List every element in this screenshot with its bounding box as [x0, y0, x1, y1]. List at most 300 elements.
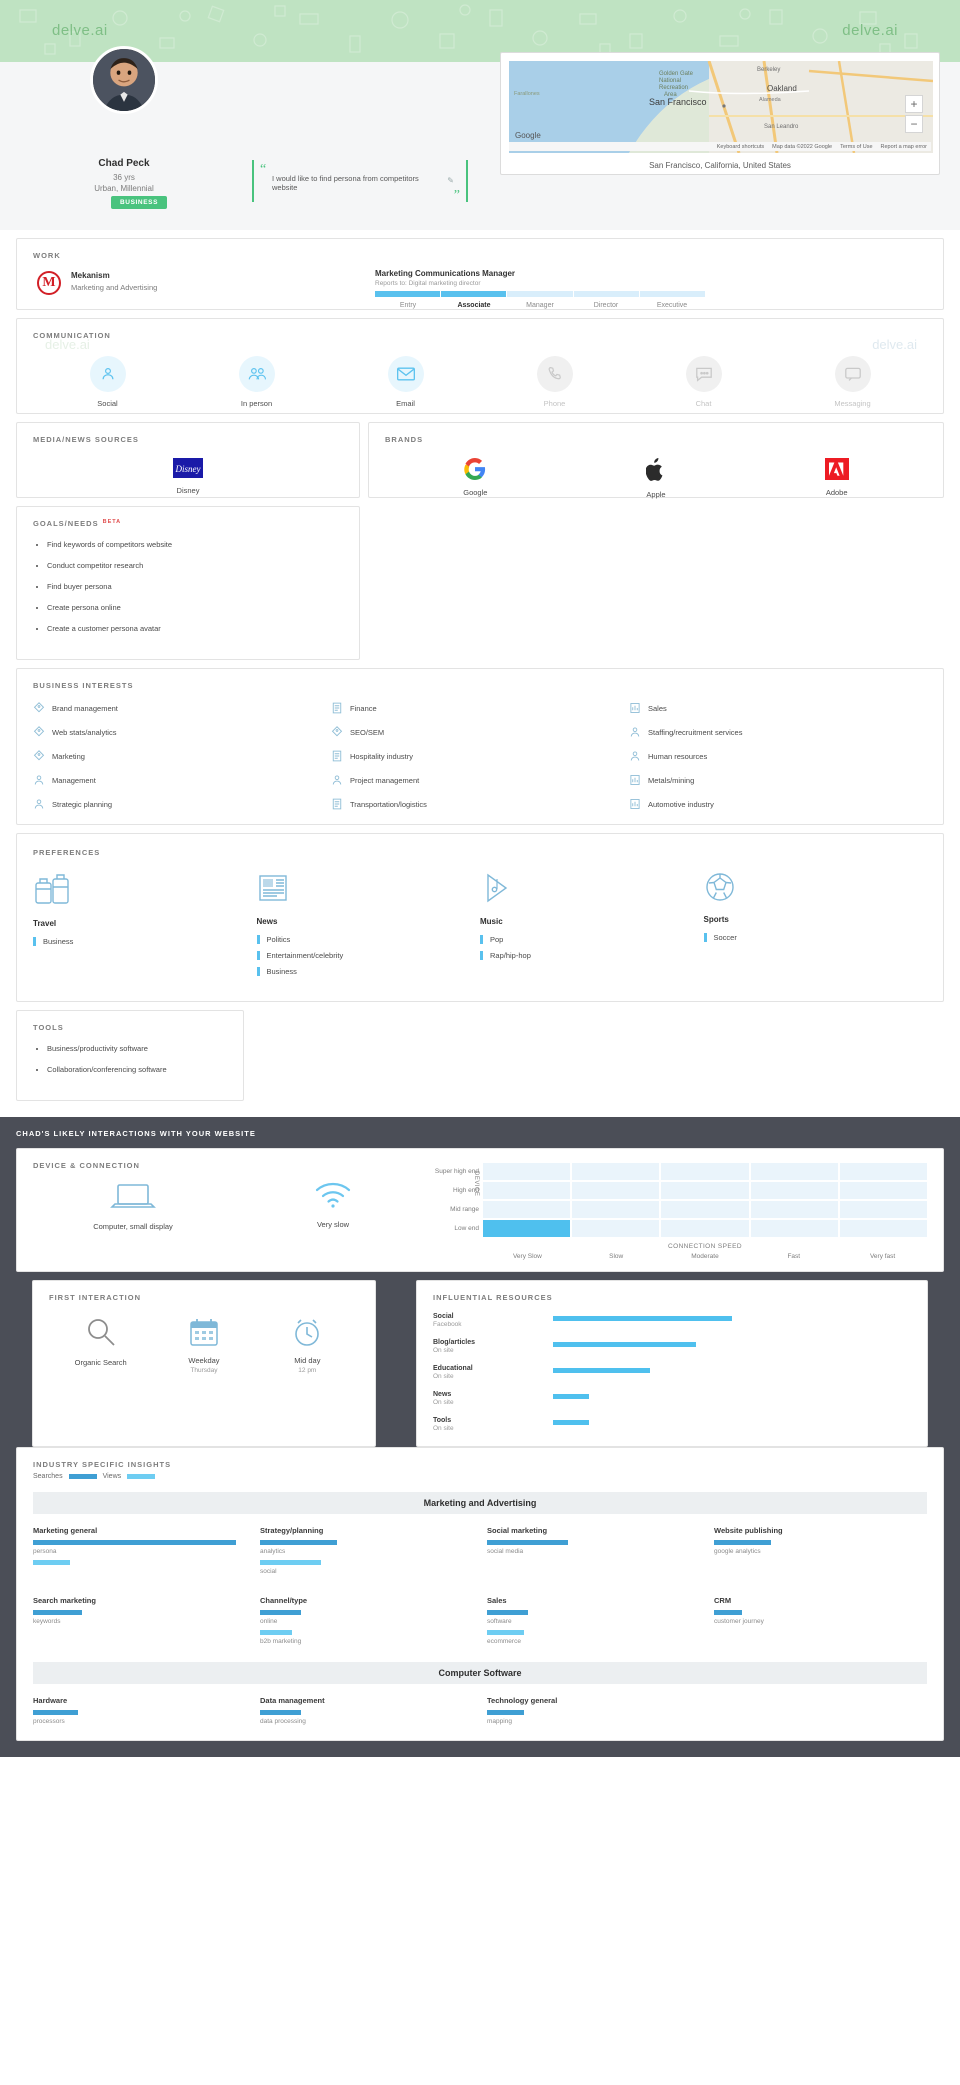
newspaper-icon: [257, 871, 481, 905]
map-attrib-3[interactable]: Report a map error: [880, 143, 927, 150]
calendar-icon: [152, 1316, 255, 1348]
influential-name-block: [433, 1313, 553, 1328]
disney-logo: [173, 458, 203, 478]
industry-bar-searches: [260, 1710, 301, 1715]
seniority-bar: [375, 291, 705, 297]
influential-row: [433, 1365, 911, 1380]
industry-item: [487, 1526, 700, 1580]
business-interest-label: Finance: [350, 703, 377, 713]
industry-bar-searches: [260, 1540, 337, 1545]
media-logo-row: [33, 458, 343, 495]
influential-name-block: [433, 1391, 553, 1406]
industry-section-heading: Marketing and Advertising: [33, 1492, 927, 1514]
map-canvas: [509, 61, 933, 153]
first-interaction-label: Mid day: [294, 1356, 321, 1365]
first-interaction-label: Weekday: [188, 1356, 220, 1365]
tag-icon: [331, 726, 343, 738]
interactions-section: [0, 1117, 960, 1757]
brands-title: BRANDS: [385, 435, 424, 444]
goals-title-text: GOALS/NEEDS: [33, 519, 99, 528]
legend-swatch-searches: [69, 1474, 97, 1479]
delve-logo-right: [842, 22, 898, 39]
goals-list: [33, 540, 343, 633]
laptop-icon: [33, 1180, 233, 1212]
industry-item: [260, 1526, 473, 1580]
map-attrib-2[interactable]: Terms of Use: [840, 143, 873, 150]
email-icon: [388, 356, 424, 392]
industry-item-title: Channel/type: [260, 1596, 308, 1605]
quote-open-mark: “: [260, 162, 267, 177]
industry-bar-views: [260, 1630, 292, 1635]
google-logo: [464, 458, 486, 480]
industry-item: [33, 1526, 246, 1580]
seniority-label-entry: Entry: [399, 302, 417, 309]
chart-icon: [629, 774, 641, 786]
communication-card: [16, 318, 944, 414]
brand-label-adobe: Adobe: [825, 488, 848, 497]
media-sources-title: MEDIA/NEWS SOURCES: [33, 435, 139, 444]
industry-item: [33, 1696, 246, 1730]
seniority-label-manager: Manager: [526, 302, 554, 309]
device-connection-title: DEVICE & CONNECTION: [33, 1161, 140, 1170]
magnifier-icon: [49, 1316, 152, 1350]
industry-item-empty: [714, 1696, 927, 1730]
industry-item: [33, 1596, 246, 1650]
heatmap-x-label: Slow: [609, 1253, 624, 1260]
influential-name: Educational: [433, 1365, 473, 1372]
tag-icon: [33, 750, 45, 762]
people-icon: [33, 774, 45, 786]
communication-label-email: Email: [396, 399, 415, 408]
media-brands-row: [16, 422, 944, 498]
tag-icon: [33, 702, 45, 714]
communication-label-phone: Phone: [543, 399, 566, 408]
business-interest-item: [331, 702, 629, 714]
brands-card: [368, 422, 944, 498]
influential-name: Tools: [433, 1417, 452, 1424]
svg-text:Oakland: Oakland: [767, 84, 797, 93]
business-interest-item: [33, 798, 331, 810]
industry-item: [487, 1696, 700, 1730]
legend-swatch-views: [127, 1474, 155, 1479]
preference-name-travel: Travel: [33, 919, 57, 928]
connection-speed-label: Very slow: [316, 1220, 350, 1229]
seniority-label-executive: Executive: [656, 302, 688, 309]
influential-sub: Facebook: [433, 1321, 462, 1328]
heatmap-row: [483, 1201, 927, 1218]
svg-text:Golden Gate: Golden Gate: [659, 71, 694, 77]
location-map-card[interactable]: [500, 52, 940, 175]
business-interest-item: [629, 798, 927, 810]
reports-to: Reports to: Digital marketing director: [375, 280, 481, 287]
tools-card: [16, 1010, 244, 1101]
business-interest-label: Metals/mining: [648, 775, 695, 785]
industry-legend: [33, 1473, 927, 1480]
map-zoom-in-button[interactable]: +: [905, 95, 923, 113]
heatmap-y-label: Mid range: [450, 1206, 479, 1213]
quote-close-mark: ”: [453, 188, 460, 203]
industry-bar-searches: [487, 1540, 568, 1545]
industry-item-sub: social media: [487, 1548, 524, 1555]
map-attrib-0[interactable]: Keyboard shortcuts: [716, 143, 765, 150]
seniority-segment-4: [574, 291, 639, 297]
business-interest-label: Human resources: [648, 751, 708, 761]
goal-item: • Find keywords of competitors website: [47, 540, 343, 549]
industry-bar-searches: [33, 1610, 82, 1615]
industry-item: [714, 1526, 927, 1580]
map-attribution: [509, 142, 931, 151]
industry-item-title: Hardware: [33, 1696, 68, 1705]
social-icon: [90, 356, 126, 392]
watermark-right: delve.ai: [872, 337, 917, 352]
heatmap-x-label: Very fast: [869, 1253, 896, 1260]
brand-item-google: [385, 458, 566, 499]
people-icon: [629, 750, 641, 762]
industry-insights-card: [16, 1447, 944, 1741]
goal-item: • Create persona online: [47, 603, 343, 612]
svg-text:San Leandro: San Leandro: [764, 124, 799, 130]
business-interest-item: [331, 774, 629, 786]
industry-item: [714, 1596, 927, 1650]
clock-icon: [256, 1316, 359, 1348]
first-interaction-row: [16, 1280, 944, 1447]
first-interaction-item-mid-day: [256, 1316, 359, 1374]
wifi-icon: [233, 1180, 433, 1210]
industry-item: [260, 1596, 473, 1650]
influential-sub: On site: [433, 1425, 454, 1432]
brands-logo-row: [385, 458, 927, 499]
svg-text:Berkeley: Berkeley: [757, 67, 781, 73]
business-interest-item: [629, 750, 927, 762]
business-interests-card: [16, 668, 944, 825]
preference-group-music: [480, 871, 704, 983]
heatmap-y-axis-title: DEVICE: [473, 1171, 479, 1197]
map-image[interactable]: [509, 61, 933, 153]
company-name: Mekanism: [71, 271, 110, 280]
device-connection-card: [16, 1148, 944, 1272]
heatmap-grid: [483, 1163, 927, 1237]
industry-item-sub: google analytics: [714, 1548, 761, 1555]
first-interaction-item-organic-search: [49, 1316, 152, 1374]
influential-name-block: [433, 1339, 553, 1354]
influential-sub: On site: [433, 1347, 454, 1354]
preferences-title: PREFERENCES: [33, 848, 101, 857]
edit-pencil-icon[interactable]: ✎: [447, 176, 454, 185]
work-title: WORK: [33, 251, 61, 260]
business-interest-item: [33, 702, 331, 714]
heatmap-x-labels: [483, 1253, 927, 1260]
luggage-icon: [33, 871, 257, 907]
seniority-ladder: [375, 291, 705, 309]
goal-item: • Conduct competitor research: [47, 561, 343, 570]
heatmap-row: [483, 1163, 927, 1180]
industry-item-sub: processors: [33, 1718, 65, 1725]
map-caption: San Francisco, California, United States: [649, 161, 791, 170]
communication-label-in-person: In person: [240, 399, 273, 408]
svg-text:Farallones: Farallones: [514, 91, 540, 97]
business-interest-item: [33, 774, 331, 786]
document-icon: [331, 798, 343, 810]
device-type-label: Computer, small display: [93, 1222, 173, 1231]
industry-items-grid-marketing: [33, 1526, 927, 1650]
interactions-title: CHAD'S LIKELY INTERACTIONS WITH YOUR WEBSITE: [16, 1129, 256, 1138]
chart-icon: [629, 702, 641, 714]
svg-text:San Francisco: San Francisco: [649, 97, 707, 107]
heatmap-row: [483, 1220, 927, 1237]
business-interest-label: Staffing/recruitment services: [648, 727, 743, 737]
business-interest-label: Project management: [350, 775, 420, 785]
first-interaction-items: [49, 1316, 359, 1374]
influential-name-block: [433, 1417, 553, 1432]
preference-tag: Politics: [257, 935, 481, 944]
industry-item-title: Sales: [487, 1596, 507, 1605]
company-logo-icon: M: [37, 271, 61, 295]
avatar: [90, 46, 158, 114]
seniority-segment-1: [375, 291, 440, 297]
business-interest-label: Transportation/logistics: [350, 799, 427, 809]
svg-text:Recreation: Recreation: [659, 85, 689, 91]
business-interests-title: BUSINESS INTERESTS: [33, 681, 134, 690]
people-icon: [331, 774, 343, 786]
industry-item-sub: b2b marketing: [260, 1638, 302, 1645]
communication-item-phone: [480, 356, 629, 408]
job-role: Marketing Communications Manager: [375, 269, 516, 278]
seniority-segment-5: [640, 291, 705, 297]
goal-item: • Create a customer persona avatar: [47, 624, 343, 633]
communication-label-social: Social: [97, 399, 118, 408]
preference-name-music: Music: [480, 917, 503, 926]
influential-row: [433, 1417, 911, 1432]
persona-meta: [62, 172, 186, 194]
industry-item-title: Search marketing: [33, 1596, 96, 1605]
business-interest-label: Management: [52, 775, 96, 785]
influential-row: [433, 1313, 911, 1328]
heatmap-y-label: Super high end: [434, 1168, 479, 1175]
messaging-icon: [835, 356, 871, 392]
industry-item-title: Data management: [260, 1696, 325, 1705]
industry-item-sub: ecommerce: [487, 1638, 521, 1645]
persona-name: Chad Peck: [98, 158, 150, 169]
industry-bar-searches: [487, 1610, 528, 1615]
industry-item-sub: persona: [33, 1548, 57, 1555]
industry-item-title: Website publishing: [714, 1526, 783, 1535]
influential-name: Blog/articles: [433, 1339, 476, 1346]
business-interest-item: [331, 750, 629, 762]
seniority-label-director: Director: [593, 302, 619, 309]
communication-item-in-person: [182, 356, 331, 408]
first-interaction-sub: Thursday: [190, 1367, 218, 1374]
industry-bar-searches: [714, 1540, 771, 1545]
business-interest-label: Sales: [648, 703, 667, 713]
heatmap-y-labels: [417, 1163, 479, 1239]
seniority-segment-2: [441, 291, 506, 297]
industry-section-heading: Computer Software: [33, 1662, 927, 1684]
heatmap-x-axis-title: CONNECTION SPEED: [668, 1243, 742, 1250]
seniority-label-associate: Associate: [457, 302, 491, 309]
first-interaction-title: FIRST INTERACTION: [49, 1293, 141, 1302]
speed-heatmap-chart: [417, 1163, 927, 1260]
industry-item-sub: software: [487, 1618, 512, 1625]
preference-tag: Rap/hip-hop: [480, 951, 704, 960]
industry-bar-searches: [714, 1610, 742, 1615]
communication-items: [33, 356, 927, 408]
heatmap-x-label: Very Slow: [512, 1253, 542, 1260]
business-interest-label: Hospitality industry: [350, 751, 413, 761]
dark-section-bottom-spacer: [0, 1741, 960, 1757]
music-play-icon: [480, 871, 704, 905]
document-icon: [331, 702, 343, 714]
influential-resources-title: INFLUENTIAL RESOURCES: [433, 1293, 553, 1302]
business-interest-label: Automotive industry: [648, 799, 714, 809]
svg-text:Disney: Disney: [175, 464, 201, 474]
goals-title: [33, 519, 343, 528]
communication-label-messaging: Messaging: [834, 399, 871, 408]
preference-tag: Business: [257, 967, 481, 976]
heatmap-row: [483, 1182, 927, 1199]
legend-label-searches: Searches: [33, 1473, 63, 1480]
heatmap-cell-highlight: [483, 1220, 570, 1237]
influential-bar: [553, 1368, 650, 1373]
tool-item: • Collaboration/conferencing software: [47, 1065, 227, 1074]
communication-title: COMMUNICATION: [33, 331, 111, 340]
industry-item-title: Technology general: [487, 1696, 558, 1705]
map-attrib-1: Map data ©2022 Google: [772, 143, 833, 150]
first-interaction-item-weekday: [152, 1316, 255, 1374]
business-interest-label: Brand management: [52, 703, 118, 713]
google-map-logo: Google: [515, 131, 541, 140]
business-interest-item: [331, 798, 629, 810]
influential-name-block: [433, 1365, 553, 1380]
industry-item: [487, 1596, 700, 1650]
persona-segment: Urban, Millennial: [94, 184, 154, 193]
business-interest-item: [629, 726, 927, 738]
brand-item-adobe: [746, 458, 927, 499]
svg-text:Alameda: Alameda: [759, 97, 781, 103]
delve-logo-left-text: delve.ai: [52, 22, 108, 39]
chart-icon: [629, 798, 641, 810]
connection-speed: [233, 1180, 433, 1231]
heatmap-x-label: Moderate: [691, 1253, 719, 1260]
preference-tag: Entertainment/celebrity: [257, 951, 481, 960]
apple-logo: [646, 458, 666, 482]
phone-icon: [537, 356, 573, 392]
tag-icon: [33, 726, 45, 738]
industry-bar-views: [260, 1560, 321, 1565]
communication-item-email: [331, 356, 480, 408]
first-interaction-label: Organic Search: [74, 1358, 127, 1367]
preference-group-news: [257, 871, 481, 983]
tool-item: • Business/productivity software: [47, 1044, 227, 1053]
communication-item-social: [33, 356, 182, 408]
seniority-segment-3: [507, 291, 572, 297]
first-interaction-sub: 12 pm: [298, 1367, 317, 1374]
hero-section: [0, 0, 960, 230]
business-interest-item: [629, 702, 927, 714]
influential-sub: On site: [433, 1399, 454, 1406]
influential-bar: [553, 1420, 589, 1425]
avatar-photo: [93, 49, 155, 111]
delve-logo-left: [52, 22, 108, 39]
preference-tag: Business: [33, 937, 257, 946]
industry-bar-searches: [487, 1710, 524, 1715]
persona-quote-text: I would like to find persona from competitors website: [272, 174, 419, 192]
brand-item-apple: [566, 458, 747, 499]
industry-item-sub: data processing: [260, 1718, 306, 1725]
influential-name: News: [433, 1391, 452, 1398]
industry-bar-views: [33, 1560, 70, 1565]
preference-group-travel: [33, 871, 257, 983]
preference-group-sports: [704, 871, 928, 983]
persona-quote: [252, 160, 468, 202]
business-interest-item: [331, 726, 629, 738]
industry-item: [260, 1696, 473, 1730]
people-icon: [629, 726, 641, 738]
industry-bar-searches: [33, 1540, 236, 1545]
industry-item-sub: social: [260, 1568, 277, 1575]
influential-bar: [553, 1394, 589, 1399]
work-card: [16, 238, 944, 310]
business-interests-grid: [33, 702, 927, 810]
map-zoom-out-button[interactable]: −: [905, 115, 923, 133]
business-interest-item: [629, 774, 927, 786]
industry-insights-title: INDUSTRY SPECIFIC INSIGHTS: [33, 1460, 172, 1469]
industry-bar-searches: [260, 1610, 301, 1615]
influential-resources-card: [416, 1280, 928, 1447]
business-interest-item: [33, 726, 331, 738]
in-person-icon: [239, 356, 275, 392]
communication-item-chat: [629, 356, 778, 408]
media-sources-card: [16, 422, 360, 498]
industry-item-sub: keywords: [33, 1618, 61, 1625]
communication-item-messaging: [778, 356, 927, 408]
influential-row: [433, 1391, 911, 1406]
seniority-labels: [375, 302, 705, 309]
document-icon: [331, 750, 343, 762]
influential-bar: [553, 1342, 696, 1347]
industry-item-sub: mapping: [487, 1718, 512, 1725]
industry-item-sub: analytics: [260, 1548, 286, 1555]
media-label-disney: Disney: [176, 486, 200, 495]
svg-text:National: National: [659, 78, 682, 84]
influential-row: [433, 1339, 911, 1354]
goal-item: • Find buyer persona: [47, 582, 343, 591]
brand-label-google: Google: [463, 488, 488, 497]
persona-type-badge: BUSINESS: [111, 196, 167, 209]
delve-logo-right-text: delve.ai: [842, 22, 898, 39]
tools-list: [33, 1044, 227, 1074]
preference-tag: Pop: [480, 935, 704, 944]
heatmap-y-label: High end: [452, 1187, 479, 1194]
brand-label-apple: Apple: [646, 490, 666, 499]
business-interest-label: Marketing: [52, 751, 85, 761]
influential-sub: On site: [433, 1373, 454, 1380]
industry-items-grid-software: [33, 1696, 927, 1730]
persona-age: 36 yrs: [113, 173, 135, 182]
business-interest-item: [33, 750, 331, 762]
device-type: [33, 1180, 233, 1231]
preferences-card: [16, 833, 944, 1002]
chat-icon: [686, 356, 722, 392]
business-interest-label: SEO/SEM: [350, 727, 385, 737]
svg-text:Area: Area: [664, 92, 677, 98]
industry-item-title: Strategy/planning: [260, 1526, 324, 1535]
industry-item-sub: customer journey: [714, 1618, 764, 1625]
preference-name-news: News: [256, 917, 278, 926]
preference-tag: Soccer: [704, 933, 928, 942]
heatmap-x-label: Fast: [787, 1253, 801, 1260]
business-interest-label: Web stats/analytics: [52, 727, 117, 737]
company-industry: Marketing and Advertising: [71, 283, 158, 292]
